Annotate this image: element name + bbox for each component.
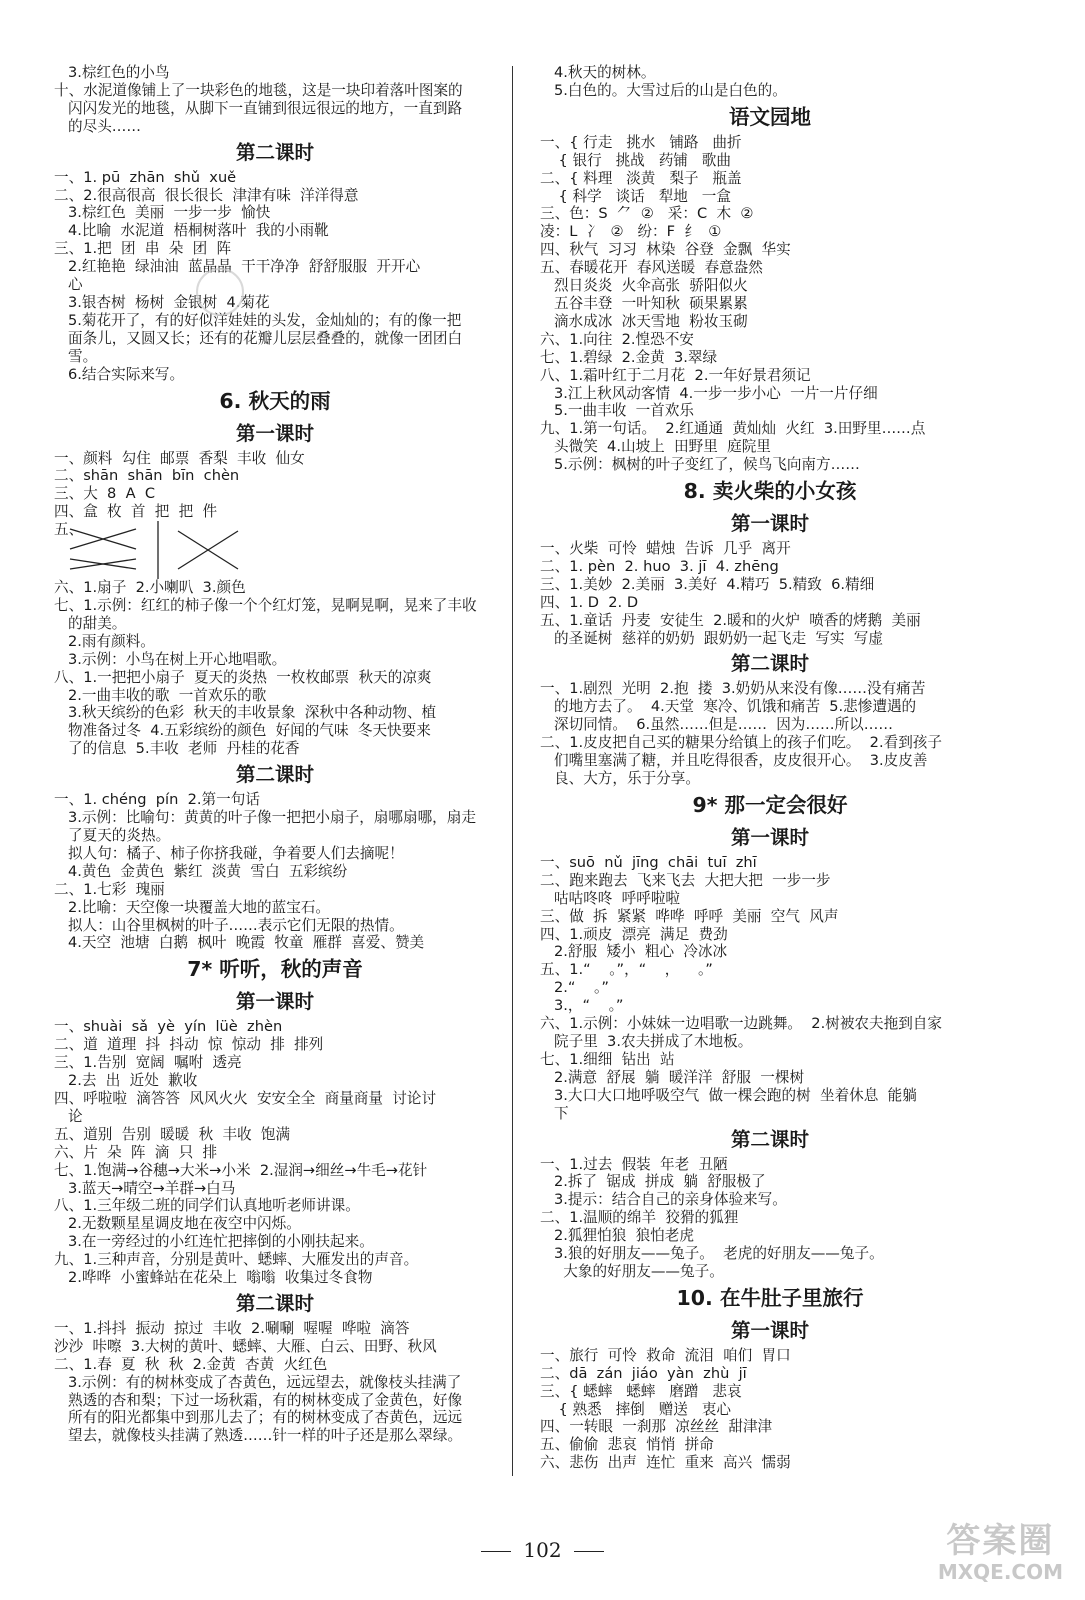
watermark-cn: 答案圈	[946, 1521, 1055, 1561]
answer-line: 三、1.美妙 2.美丽 3.美好 4.精巧 5.精致 6.精细	[540, 575, 875, 593]
answer-line: 大象的好朋友——兔子。	[554, 1262, 724, 1280]
answer-line: 拟人句：橘子、柿子你挤我碰，争着要人们去摘呢！	[68, 844, 404, 862]
answer-line: 五、	[54, 521, 84, 539]
answer-line: 们嘴里塞满了糖，并且吃得很香，皮皮很开心。 3.皮皮善	[554, 752, 928, 770]
answer-line: 了的信息 5.丰收 老师 丹桂的花香	[68, 740, 300, 758]
answer-line: 滴水成冰 冰天雪地 粉妆玉砌	[554, 312, 748, 330]
answer-line: 五、1.“ 。”，“ ， 。”	[540, 961, 713, 979]
answer-line: 七、1.饱满→谷穗→大米→小米 2.湿润→细丝→牛毛→花针	[54, 1161, 428, 1179]
answer-line: 3.示例：有的树林变成了杏黄色，远远望去，就像枝头挂满了	[68, 1373, 462, 1391]
answer-line: 4.天空 池塘 白鹅 枫叶 晚霞 牧童 雁群 喜爱、赞美	[68, 934, 425, 952]
answer-line: 三、色：S ⺈ ② 采：C 木 ②	[540, 205, 754, 223]
stamp-mark	[196, 268, 244, 316]
answer-line: 4.黄色 金黄色 紫红 淡黄 雪白 五彩缤纷	[68, 862, 348, 880]
answer-line: { 银行 挑战 药铺 歌曲	[540, 151, 731, 169]
answer-line: 良、大方，乐于分享。	[554, 770, 700, 787]
lesson-heading: 第一课时	[235, 990, 314, 1014]
answer-line: 一、{ 行走 挑水 铺路 曲折	[540, 133, 742, 151]
answer-line: 六、悲伤 出声 连忙 重来 高兴 懦弱	[540, 1454, 791, 1472]
dash-left	[481, 1551, 511, 1552]
lesson-heading: 第一课时	[235, 421, 314, 445]
answer-line: 四、秋气 习习 林染 谷登 金飘 华实	[540, 241, 791, 259]
answer-line: 五、春暖花开 春风送暖 春意盎然	[540, 259, 763, 277]
answer-line: 3.，“ 。”	[554, 997, 624, 1015]
answer-line: 七、1.示例：红红的柿子像一个个红灯笼，晃啊晃啊，晃来了丰收	[54, 597, 477, 615]
answer-line: 三、{ 蟋蟀 蟋蟀 磨蹭 悲哀	[540, 1382, 742, 1400]
answer-line: 2.一曲丰收的歌 一首欢乐的歌	[68, 686, 267, 704]
answer-line: 五、道别 告别 暖暖 秋 丰收 饱满	[54, 1125, 291, 1143]
chapter-title: 6. 秋天的雨	[219, 388, 331, 413]
matching-lines-diagram	[68, 521, 268, 579]
answer-line: 3.秋天缤纷的色彩 秋天的丰收景象 深秋中各种动物、植	[68, 704, 437, 722]
answer-line: 七、1.细细 钻出 站	[540, 1050, 675, 1068]
answer-line: 四、一转眼 一刹那 凉丝丝 甜津津	[540, 1418, 773, 1436]
answer-line: 拟人：山谷里枫树的叶子……表示它们无限的热情。	[68, 916, 404, 934]
answer-line: 6.结合实际来写。	[68, 365, 185, 383]
answer-line: 2.比喻：天空像一块覆盖大地的蓝宝石。	[68, 898, 331, 916]
answer-line: 四、1.顽皮 漂亮 满足 费劲	[540, 925, 728, 943]
answer-line: 二、dā zán jiáo yàn zhù jī	[540, 1364, 747, 1382]
answer-line: 沙沙 咔嚓 3.大树的黄叶、蟋蟀、大雁、白云、田野、秋风	[54, 1337, 437, 1355]
chapter-title: 8. 卖火柴的小女孩	[683, 479, 857, 504]
answer-line: 2.狐狸怕狼 狼怕老虎	[554, 1227, 694, 1245]
matching-exercise	[54, 521, 496, 579]
answer-line: 闪闪发光的地毯，从脚下一直铺到很远很远的地方，一直到路	[68, 99, 463, 117]
answer-line: { 科学 谈话 犁地 一盒	[540, 187, 731, 205]
right-column	[540, 64, 1000, 1472]
answer-line: 二、道 道理 抖 抖动 惊 惊动 排 排列	[54, 1036, 324, 1054]
answer-line: 了夏天的炎热。	[68, 827, 171, 844]
column-divider	[512, 66, 513, 1476]
answer-line: 一、1. pū zhān shǔ xuě	[54, 168, 237, 186]
answer-line: 一、suō nǔ jīng chāi tuī zhī	[540, 853, 757, 871]
answer-line: 三、1.把 团 串 朵 团 阵	[54, 240, 232, 258]
answer-line: 二、shān shān bīn chèn	[54, 467, 240, 485]
answer-line: 头微笑 4.山坡上 田野里 庭院里	[554, 438, 771, 456]
answer-line: 2.“ 。”	[554, 979, 609, 997]
answer-line: 2.红艳艳 绿油油 蓝晶晶 干干净净 舒舒服服 开开心	[68, 258, 421, 276]
answer-line: 院子里 3.农夫拼成了木地板。	[554, 1032, 753, 1050]
answer-line: 八、1.三年级二班的同学们认真地听老师讲课。	[54, 1197, 360, 1215]
lesson-heading: 第一课时	[730, 825, 809, 849]
answer-line: 2.哗哗 小蜜蜂站在花朵上 嗡嗡 收集过冬食物	[68, 1269, 373, 1287]
answer-line: 二、1.温顺的绵羊 狡猾的狐狸	[540, 1209, 739, 1227]
answer-line: 六、1.扇子 2.小喇叭 3.颜色	[54, 579, 246, 597]
answer-line: 三、做 拆 紧紧 哗哗 呼呼 美丽 空气 风声	[540, 907, 839, 925]
watermark-en: MXQE.COM	[937, 1560, 1063, 1584]
lesson-heading: 第二课时	[730, 652, 809, 676]
answer-line: 3.示例：比喻句：黄黄的叶子像一把把小扇子，扇哪扇哪，扇走	[68, 809, 476, 827]
answer-line: 论	[68, 1107, 83, 1125]
left-column	[54, 64, 496, 1445]
lesson-heading: 第二课时	[235, 1291, 314, 1315]
answer-line: 一、1.剧烈 光明 2.抱 搂 3.奶奶从来没有像……没有痛苦	[540, 680, 926, 698]
answer-line: 二、跑来跑去 飞来飞去 大把大把 一步一步	[540, 871, 831, 889]
answer-line: 四、盒 枚 首 把 把 件	[54, 503, 218, 521]
answer-line: 2.满意 舒展 躺 暖洋洋 舒服 一棵树	[554, 1068, 805, 1086]
dash-right	[574, 1551, 604, 1552]
answer-line: 四、1. D 2. D	[540, 593, 639, 611]
answer-line: 熟透的杏和梨；下过一场秋霜，有的树林变成了金黄色，好像	[68, 1391, 463, 1409]
answer-line: 二、2.很高很高 很长很长 津津有味 洋洋得意	[54, 186, 359, 204]
answer-line: 3.江上秋风动客情 4.一步一步小心 一片一片仔细	[554, 384, 878, 402]
lesson-heading: 第一课时	[730, 512, 809, 536]
answer-line: 一、shuài sǎ yè yín lüè zhèn	[54, 1018, 283, 1036]
answer-line: 3.蓝天→晴空→羊群→白马	[68, 1179, 236, 1197]
answer-line: 2.拆了 锯成 拼成 躺 舒服极了	[554, 1173, 766, 1191]
chapter-title: 9* 那一定会很好	[692, 792, 848, 817]
answer-line: 物准备过冬 4.五彩缤纷的颜色 好闻的气味 冬天快要来	[68, 722, 431, 740]
chapter-title: 10. 在牛肚子里旅行	[676, 1285, 864, 1310]
answer-line: 三、大 8 A C	[54, 485, 156, 503]
answer-line: 八、1.霜叶红于二月花 2.一年好景君须记	[540, 366, 811, 384]
answer-line: 二、1. pèn 2. huo 3. jī 4. zhēng	[540, 557, 779, 575]
answer-line: 所有的阳光都集中到那儿去了；有的树林变成了杏黄色，远远	[68, 1409, 463, 1427]
answer-line: 六、1.向往 2.惶恐不安	[540, 330, 694, 348]
answer-line: 5.一曲丰收 一首欢乐	[554, 402, 694, 420]
answer-line: 3.狼的好朋友——兔子。 老虎的好朋友——兔子。	[554, 1245, 884, 1263]
answer-line: 心	[68, 276, 83, 294]
answer-line: 一、1. chéng pín 2.第一句话	[54, 791, 260, 809]
answer-line: 3.银杏树 杨树 金银树 4.菊花	[68, 293, 270, 311]
answer-line: { 熟悉 摔倒 赠送 衷心	[540, 1400, 731, 1418]
answer-line: 六、片 朵 阵 滴 只 排	[54, 1143, 218, 1161]
answer-line: 一、颜料 勾住 邮票 香梨 丰收 仙女	[54, 449, 305, 467]
answer-line: 四、呼啦啦 滴答答 风风火火 安安全全 商量商量 讨论讨	[54, 1089, 437, 1107]
answer-line: 2.无数颗星星调皮地在夜空中闪烁。	[68, 1215, 301, 1233]
page-number	[0, 1538, 1085, 1562]
answer-line: 4.比喻 水泥道 梧桐树落叶 我的小雨靴	[68, 222, 329, 240]
chapter-title: 7* 听听，秋的声音	[187, 957, 363, 982]
answer-line: 3.大口大口地呼吸空气 做一棵会跑的树 坐着休息 能躺	[554, 1086, 917, 1104]
page-number-text: 102	[523, 1538, 562, 1562]
answer-line: 的圣诞树 慈祥的奶奶 跟奶奶一起飞走 写实 写虚	[554, 629, 883, 647]
answer-line: 烈日炎炎 火伞高张 骄阳似火	[554, 277, 748, 295]
answer-line: 的甜美。	[68, 614, 127, 632]
answer-line: 二、{ 料理 淡黄 梨子 瓶盖	[540, 169, 742, 187]
lesson-heading: 第二课时	[235, 763, 314, 787]
answer-line: 三、1.告别 宽阔 嘱咐 透亮	[54, 1054, 242, 1072]
answer-line: 一、旅行 可怜 救命 流泪 咱们 胃口	[540, 1346, 791, 1364]
answer-line: 二、1.七彩 瑰丽	[54, 880, 165, 898]
answer-line: 深切同情。 6.虽然……但是…… 因为……所以……	[554, 716, 893, 734]
answer-line: 九、1.第一句话。 2.红通通 黄灿灿 火红 3.田野里……点	[540, 420, 926, 438]
chapter-title: 语文园地	[729, 104, 811, 129]
lesson-heading: 第二课时	[235, 140, 314, 164]
answer-line: 六、1.示例：小妹妹一边唱歌一边跳舞。 2.树被农夫拖到自家	[540, 1015, 942, 1033]
answer-line: 3.在一旁经过的小红连忙把摔倒的小刚扶起来。	[68, 1233, 374, 1251]
answer-line: 3.棕红色 美丽 一步一步 愉快	[68, 204, 271, 222]
answer-line: 二、1.皮皮把自己买的糖果分给镇上的孩子们吃。 2.看到孩子	[540, 734, 942, 752]
answer-line: 七、1.碧绿 2.金黄 3.翠绿	[540, 348, 718, 366]
answer-line: 的尽头……	[68, 117, 141, 135]
answer-line: 凌：L 冫 ② 纷：F 纟 ①	[540, 223, 722, 241]
answer-line: 5.示例：枫树的叶子变红了，候鸟飞向南方……	[554, 456, 860, 474]
answer-line: 2.去 出 近处 歉收	[68, 1072, 198, 1090]
answer-line: 五、1.童话 丹麦 安徒生 2.暖和的火炉 喷香的烤鹅 美丽	[540, 611, 921, 629]
answer-line: 下	[554, 1104, 569, 1122]
answer-line: 5.菊花开了，有的好似洋娃娃的头发，金灿灿的；有的像一把	[68, 311, 462, 329]
answer-line: 雪。	[68, 347, 98, 365]
answer-line: 二、1.春 夏 秋 秋 2.金黄 杏黄 火红色	[54, 1355, 328, 1373]
answer-line: 5.白色的。大雪过后的山是白色的。	[554, 81, 787, 99]
answer-line: 面条儿，又圆又长；还有的花瓣儿层层叠叠的，就像一团团白	[68, 329, 463, 347]
answer-line: 九、1.三种声音，分别是黄叶、蟋蟀、大雁发出的声音。	[54, 1251, 419, 1269]
watermark-logo	[938, 1513, 1063, 1584]
answer-line: 一、1.过去 假装 年老 丑陋	[540, 1155, 728, 1173]
answer-line: 八、1.一把把小扇子 夏天的炎热 一枚枚邮票 秋天的凉爽	[54, 668, 432, 686]
answer-line: 4.秋天的树林。	[554, 64, 656, 81]
answer-line: 五谷丰登 一叶知秋 硕果累累	[554, 294, 748, 312]
lesson-heading: 第二课时	[730, 1127, 809, 1151]
answer-line: 3.棕红色的小鸟	[68, 64, 170, 81]
answer-line: 十、水泥道像铺上了一块彩色的地毯，这是一块印着落叶图案的	[54, 81, 463, 99]
answer-line: 2.舒服 矮小 粗心 冷冰冰	[554, 943, 728, 961]
answer-line: 一、火柴 可怜 蜡烛 告诉 几乎 离开	[540, 540, 791, 558]
answer-line: 3.示例：小鸟在树上开心地唱歌。	[68, 650, 287, 668]
answer-line: 咕咕咚咚 呼呼啦啦	[554, 889, 681, 907]
answer-line: 3.提示：结合自己的亲身体验来写。	[554, 1191, 787, 1209]
answer-line: 2.雨有颜料。	[68, 632, 155, 650]
answer-line: 五、偷偷 悲哀 悄悄 拼命	[540, 1436, 714, 1454]
answer-line: 的地方去了。 4.天堂 寒冷、饥饿和痛苦 5.悲惨遭遇的	[554, 698, 917, 716]
answer-line: 望去，就像枝头挂满了熟透……针一样的叶子还是那么翠绿。	[68, 1427, 463, 1445]
answer-line: 一、1.抖抖 振动 掠过 丰收 2.唰唰 喔喔 哗啦 滴答	[54, 1319, 410, 1337]
lesson-heading: 第一课时	[730, 1318, 809, 1342]
